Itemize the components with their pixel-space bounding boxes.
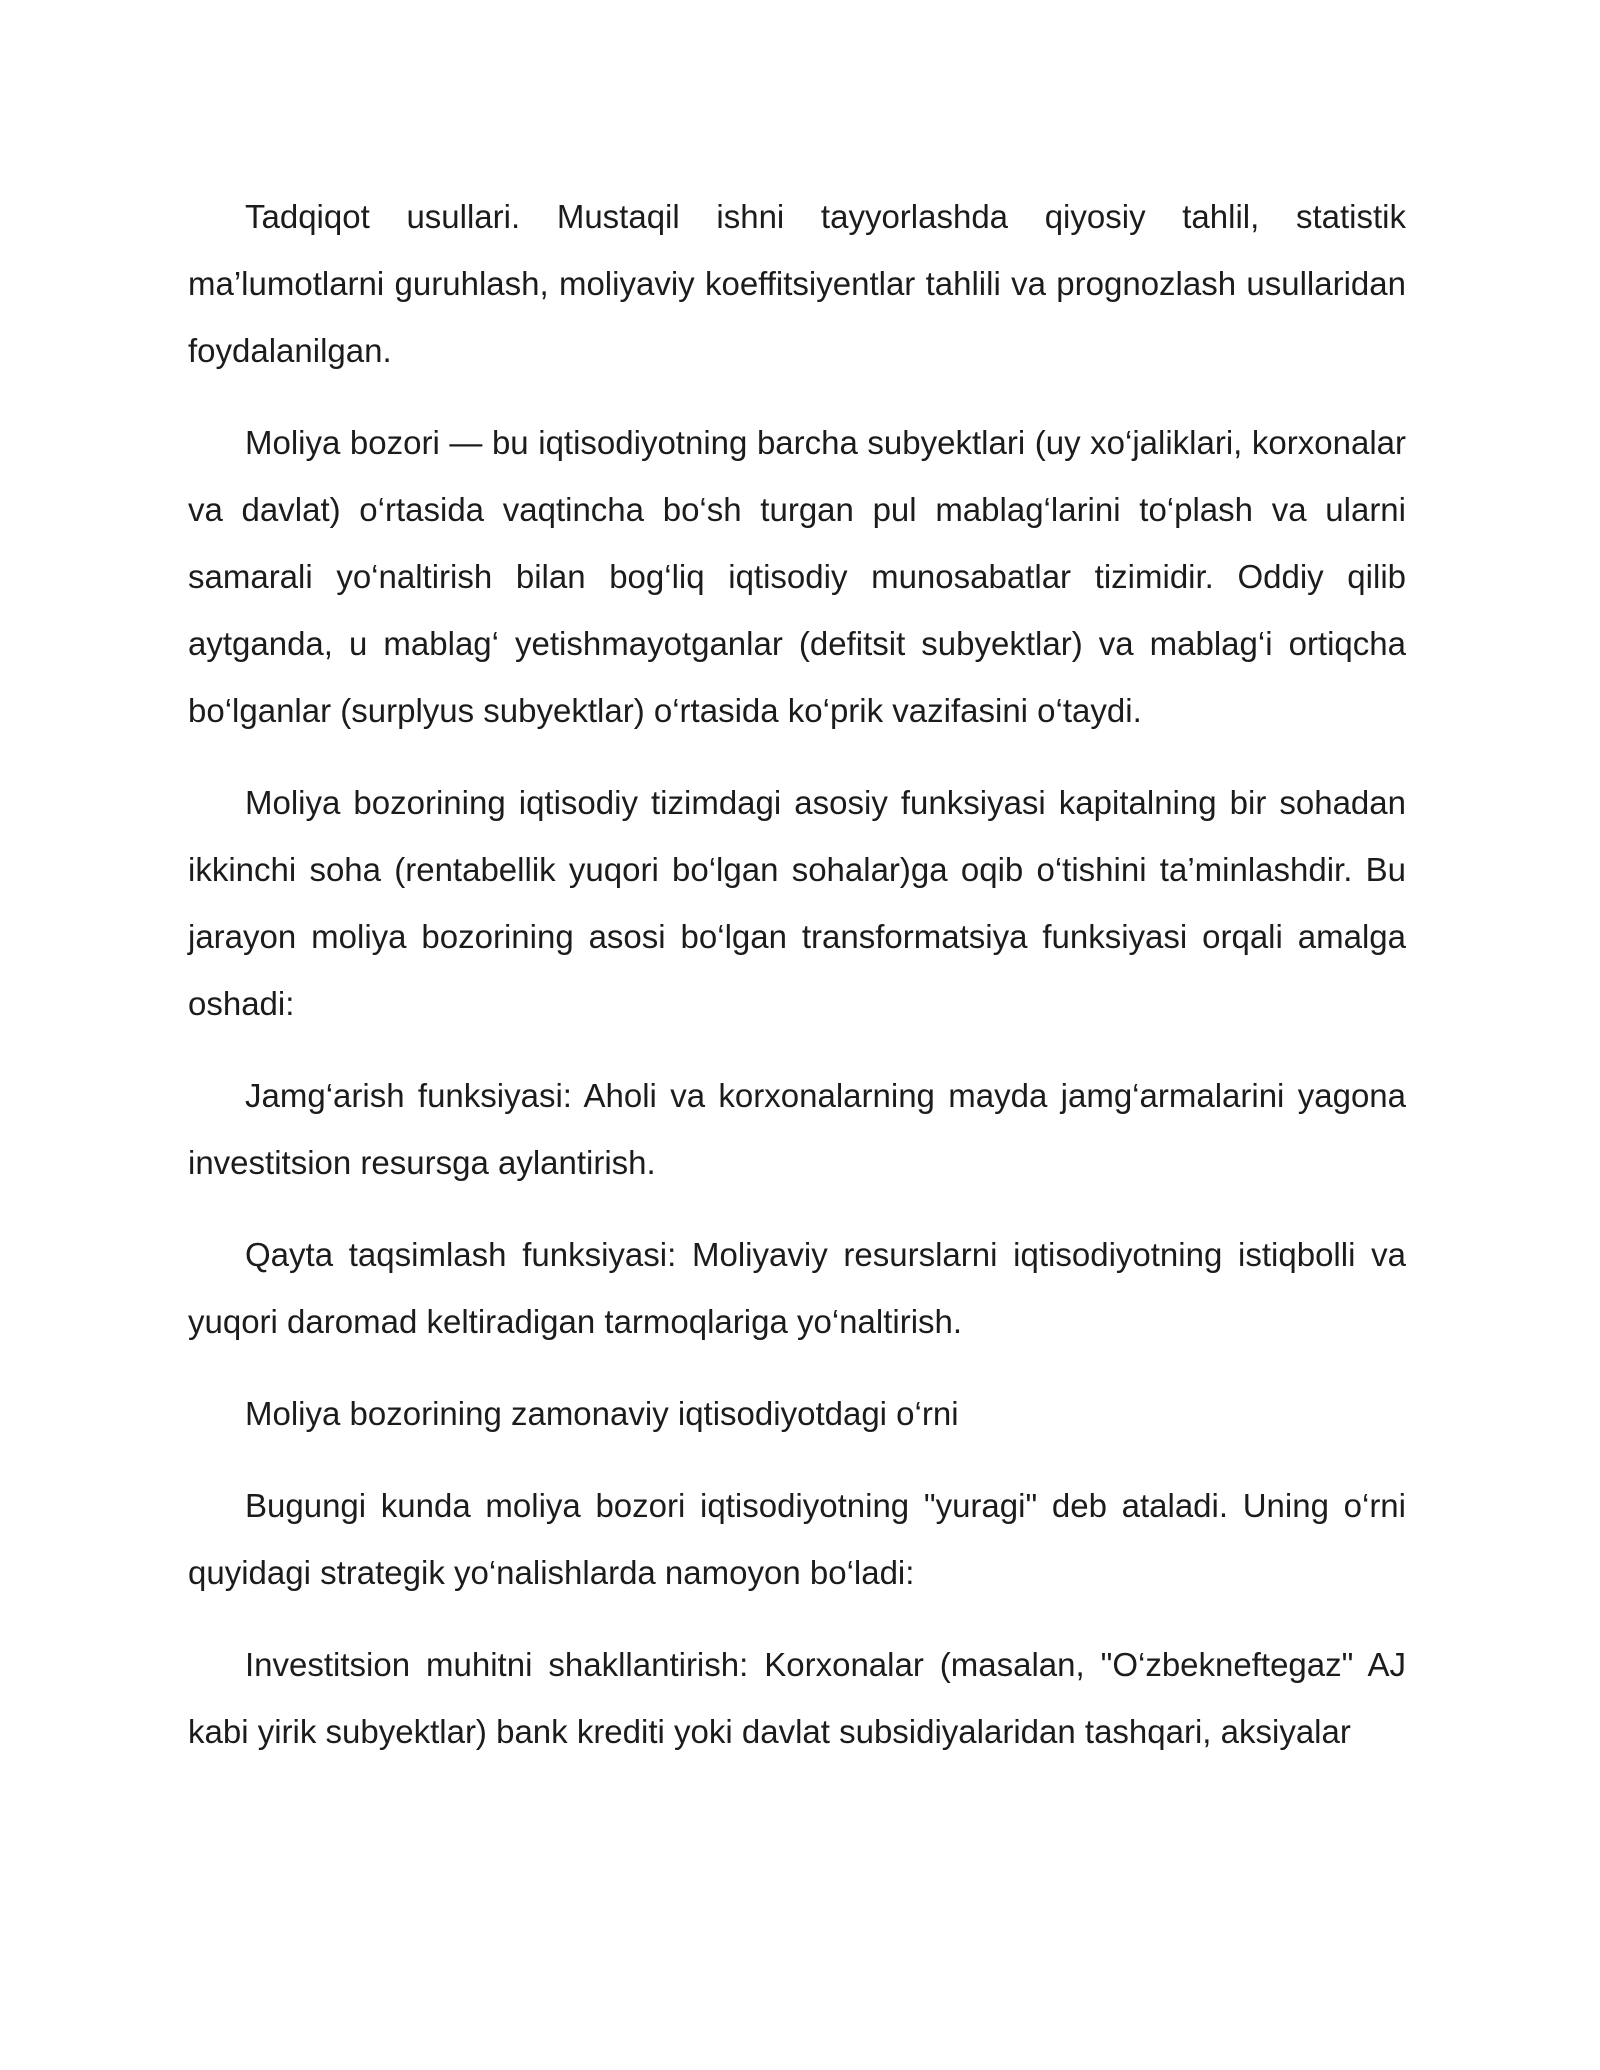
- paragraph-market-role-intro: Bugungi kunda moliya bozori iqtisodiyotning "yuragi" deb ataladi. Uning o‘rni quyidagi strategik yo‘nalishlarda namoyon bo‘ladi:: [188, 1487, 1406, 1591]
- paragraph-investment-environment: Investitsion muhitni shakllantirish: Korxonalar (masalan, "O‘zbekneftegaz" AJ kabi yirik subyektlar) bank krediti yoki davlat subsidiyalaridan tashqari, aksiyalar: [188, 1646, 1406, 1750]
- document-body: [188, 183, 1406, 1765]
- section-heading-market-role: Moliya bozorining zamonaviy iqtisodiyotdagi o‘rni: [245, 1395, 959, 1432]
- paragraph-main-function: Moliya bozorining iqtisodiy tizimdagi asosiy funksiyasi kapitalning bir sohadan ikkinchi soha (rentabellik yuqori bo‘lgan sohalar)ga oqib o‘tishini ta’minlashdir. Bu jarayon moliya bozorining asosi bo‘lgan transformatsiya funksiyasi orqali amalga oshadi:: [188, 784, 1406, 1022]
- paragraph-research-methods: Tadqiqot usullari. Mustaqil ishni tayyorlashda qiyosiy tahlil, statistik ma’lumotlarni guruhlash, moliyaviy koeffitsiyentlar tahlili va prognozlash usullaridan foydalanilgan.: [188, 198, 1406, 369]
- paragraph-financial-market-definition: Moliya bozori — bu iqtisodiyotning barcha subyektlari (uy xo‘jaliklari, korxonalar va davlat) o‘rtasida vaqtincha bo‘sh turgan pul mablag‘larini to‘plash va ularni samarali yo‘naltirish bilan bog‘liq iqtisodiy munosabatlar tizimidir. Oddiy qilib aytganda, u mablag‘ yetishmayotganlar (defitsit subyektlar) va mablag‘i ortiqcha bo‘lganlar (surplyus subyektlar) o‘rtasida ko‘prik vazifasini o‘taydi.: [188, 424, 1406, 729]
- paragraph-redistribution-function: Qayta taqsimlash funksiyasi: Moliyaviy resurslarni iqtisodiyotning istiqbolli va yuqori daromad keltiradigan tarmoqlariga yo‘naltirish.: [188, 1236, 1406, 1340]
- paragraph-accumulation-function: Jamg‘arish funksiyasi: Aholi va korxonalarning mayda jamg‘armalarini yagona investitsion resursga aylantirish.: [188, 1077, 1406, 1181]
